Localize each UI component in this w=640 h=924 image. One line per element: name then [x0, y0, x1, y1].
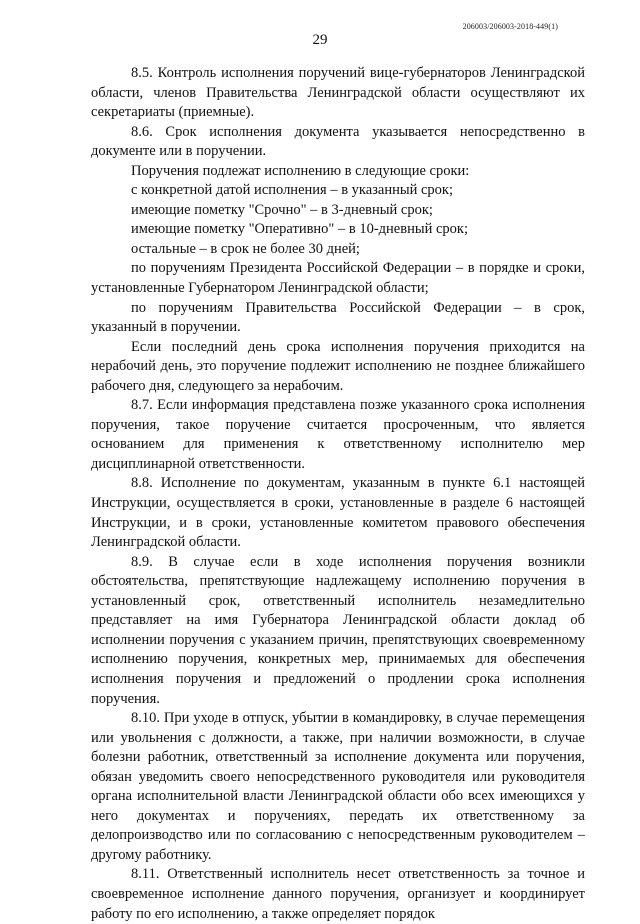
deadlines-intro: Поручения подлежат исполнению в следующие сроки:	[131, 162, 470, 179]
paragraph-8-6: 8.6. Срок исполнения документа указывается непосредственно в документе или в поручении.	[91, 123, 585, 160]
paragraph-nonworking-day: Если последний день срока исполнения поручения приходится на нерабочий день, это поручение подлежит исполнению не позднее ближайшего рабочего дня, следующего за нерабочим.	[91, 338, 585, 394]
document-body	[91, 64, 585, 924]
paragraph-8-10: 8.10. При уходе в отпуск, убытии в командировку, в случае перемещения или увольнения с должности, а также, при наличии возможности, в случае болезни работник, ответственный за исполнение документа или поручения, обязан уведомить своего непосредственного руководителя или руководителя органа исполнительной власти Ленинградской области обо всех имеющихся у него документах и поручениях, передать их ответственному за делопроизводство или по согласованию с непосредственным руководителем – другому работнику.	[91, 710, 585, 863]
deadline-item-specific-date: с конкретной датой исполнения – в указанный срок;	[131, 182, 453, 199]
paragraph-8-8: 8.8. Исполнение по документам, указанным в пункте 6.1 настоящей Инструкции, осуществляется в сроки, установленные в разделе 6 настоящей Инструкции, и в сроки, установленные комитетом правового обеспечения Ленинградской области.	[91, 475, 585, 551]
page-number: 29	[312, 32, 328, 48]
deadline-item-other: остальные – в срок не более 30 дней;	[131, 240, 360, 257]
deadline-item-president: по поручениям Президента Российской Федерации – в порядке и сроки, установленные Губернатором Ленинградской области;	[91, 260, 585, 297]
paragraph-8-5: 8.5. Контроль исполнения поручений вице-губернаторов Ленинградской области, членов Правительства Ленинградской области осуществляют их секретариаты (приемные).	[91, 65, 585, 121]
deadline-item-government: по поручениям Правительства Российской Федерации – в срок, указанный в поручении.	[91, 299, 585, 336]
paragraph-8-11: 8.11. Ответственный исполнитель несет ответственность за точное и своевременное исполнение данного поручения, организует и координирует работу по его исполнению, а также определяет порядок	[91, 866, 585, 922]
paragraph-8-9: 8.9. В случае если в ходе исполнения поручения возникли обстоятельства, препятствующие надлежащему исполнению поручения в установленный срок, ответственный исполнитель незамедлительно представляет на имя Губернатора Ленинградской области доклад об исполнении поручения с указанием причин, препятствующих своевременному исполнению поручения, конкретных мер, принимаемых для обеспечения исполнения поручения и предложений о продлении срока исполнения поручения.	[91, 553, 585, 707]
document-id: 206003/206003-2018-449(1)	[462, 22, 558, 31]
deadline-item-operative: имеющие пометку "Оперативно" – в 10-дневный срок;	[131, 221, 468, 238]
paragraph-8-7: 8.7. Если информация представлена позже указанного срока исполнения поручения, такое поручение считается просроченным, что является основанием для применения к ответственному исполнителю мер дисциплинарной ответственности.	[91, 397, 585, 472]
deadline-item-urgent: имеющие пометку "Срочно" – в 3-дневный срок;	[131, 201, 433, 218]
